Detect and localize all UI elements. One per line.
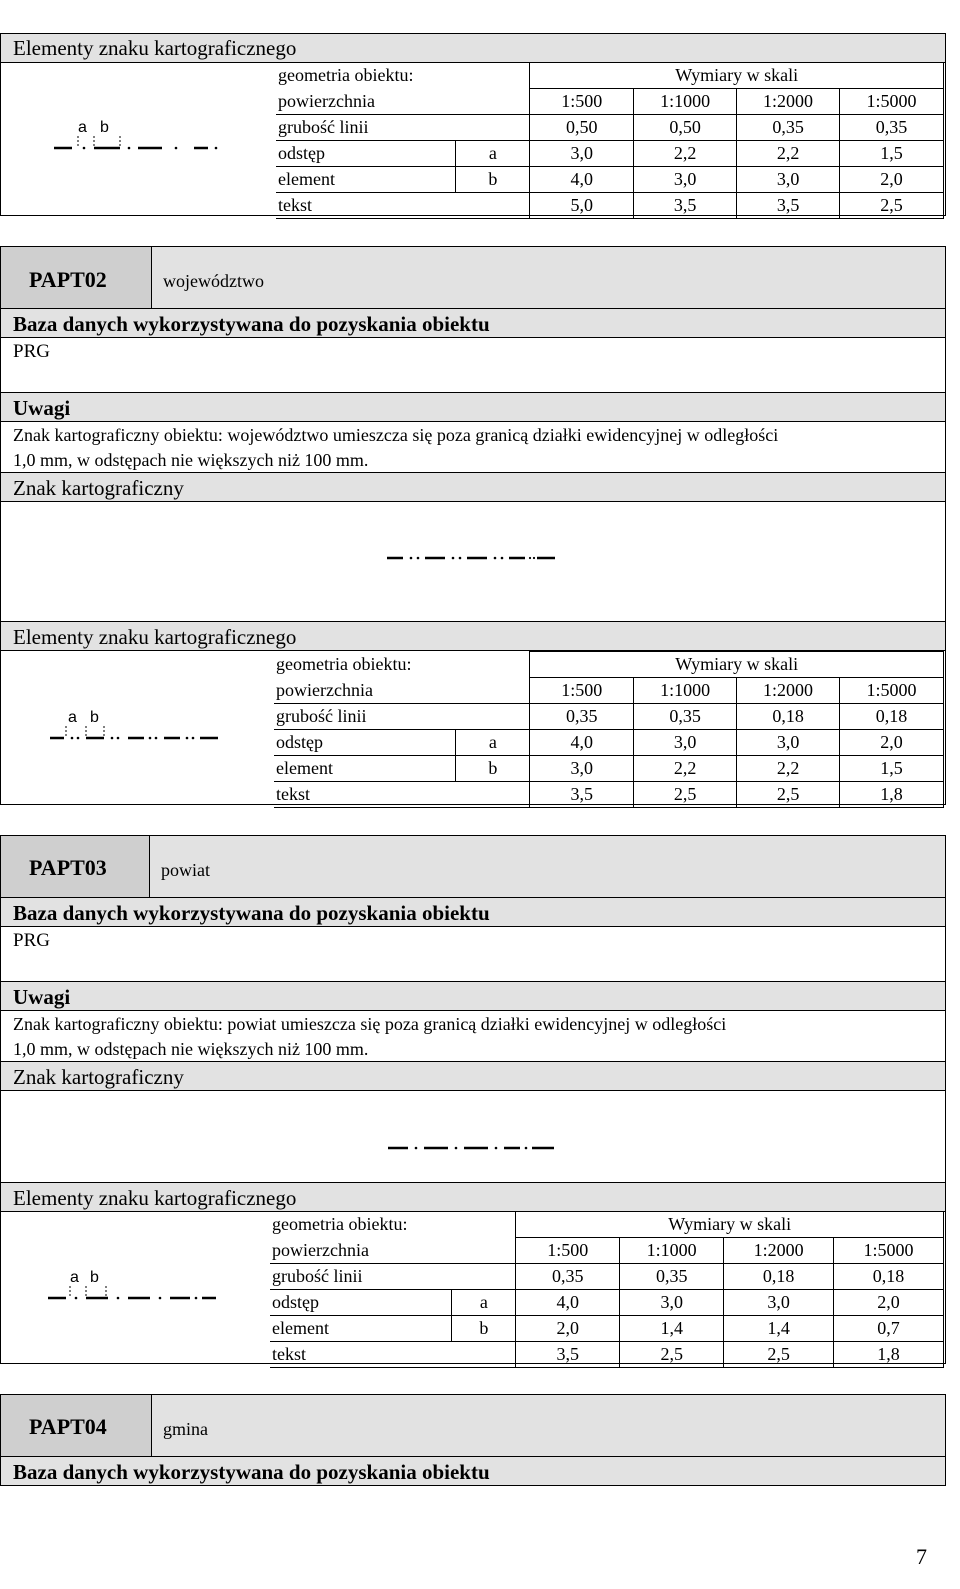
object-code: PAPT03 xyxy=(29,855,107,880)
row-label: element xyxy=(270,1316,452,1342)
row-key: b xyxy=(456,167,530,193)
scale-title: Wymiary w skali xyxy=(530,652,944,678)
db-header xyxy=(0,308,946,338)
notes-line: 1,0 mm, w odstępach nie większych niż 100 mm. xyxy=(13,1039,369,1059)
value-cell: 3,5 xyxy=(737,193,840,219)
object-name-box xyxy=(149,835,946,898)
row-label: grubość linii xyxy=(276,115,456,141)
row-key xyxy=(452,1342,516,1368)
row-label: tekst xyxy=(274,782,456,808)
notes-panel xyxy=(0,1010,946,1062)
object-name-box xyxy=(151,1394,946,1457)
object-name: gmina xyxy=(163,1419,208,1439)
object-code: PAPT02 xyxy=(29,267,107,292)
elements-header-2 xyxy=(0,1182,946,1212)
line-symbol-legend-icon xyxy=(50,114,220,156)
value-cell: 1,4 xyxy=(724,1316,834,1342)
value-cell: 3,5 xyxy=(516,1342,620,1368)
row-label: odstęp xyxy=(270,1290,452,1316)
value-cell: 3,5 xyxy=(634,193,737,219)
scale-head: 1:1000 xyxy=(634,89,737,115)
scale-head: 1:500 xyxy=(516,1238,620,1264)
scale-head: 1:2000 xyxy=(737,89,840,115)
legend-b: b xyxy=(90,709,99,726)
row-label: element xyxy=(276,167,456,193)
scale-head: 1:2000 xyxy=(737,678,840,704)
value-cell: 0,35 xyxy=(516,1264,620,1290)
scale-head: 1:5000 xyxy=(840,678,944,704)
value-cell: 0,18 xyxy=(840,704,944,730)
notes-title: Uwagi xyxy=(13,396,71,420)
boundary-sign-icon xyxy=(386,1138,558,1156)
db-panel xyxy=(0,337,946,393)
scale-head: 1:1000 xyxy=(620,1238,724,1264)
row-label: tekst xyxy=(276,193,456,219)
value-cell: 0,35 xyxy=(634,704,737,730)
value-cell: 2,5 xyxy=(724,1342,834,1368)
elements-header-0 xyxy=(0,33,946,63)
value-cell: 2,5 xyxy=(840,193,944,219)
row-label: odstęp xyxy=(276,141,456,167)
value-cell: 0,50 xyxy=(530,115,634,141)
object-code-box xyxy=(0,835,150,898)
sign-header xyxy=(0,472,946,502)
db-header xyxy=(0,897,946,927)
value-cell: 0,35 xyxy=(737,115,840,141)
notes-header xyxy=(0,981,946,1011)
value-cell: 3,0 xyxy=(530,141,634,167)
value-cell: 0,35 xyxy=(530,704,634,730)
elements-title: Elementy znaku kartograficznego xyxy=(13,1186,297,1210)
notes-line: Znak kartograficzny obiektu: województwo umieszcza się poza granicą działki ewidencyjnej w odległości xyxy=(13,425,779,445)
scale-head: 1:1000 xyxy=(634,678,737,704)
value-cell: 2,5 xyxy=(620,1342,724,1368)
db-title: Baza danych wykorzystywana do pozyskania obiektu xyxy=(13,1460,490,1484)
value-cell: 0,18 xyxy=(724,1264,834,1290)
geom-label: geometria obiektu: xyxy=(272,1214,408,1234)
row-label: tekst xyxy=(270,1342,452,1368)
notes-header xyxy=(0,392,946,422)
legend-a: a xyxy=(70,1269,79,1286)
scale-head: 1:5000 xyxy=(834,1238,944,1264)
db-value: PRG xyxy=(13,930,50,951)
value-cell: 2,2 xyxy=(634,756,737,782)
line-symbol-legend-icon xyxy=(44,1264,224,1306)
elements-title: Elementy znaku kartograficznego xyxy=(13,36,297,60)
db-panel xyxy=(0,926,946,982)
value-cell: 2,2 xyxy=(737,141,840,167)
value-cell: 2,5 xyxy=(737,782,840,808)
row-key: a xyxy=(456,141,530,167)
value-cell: 0,35 xyxy=(620,1264,724,1290)
value-cell: 2,0 xyxy=(516,1316,620,1342)
scale-head: 1:500 xyxy=(530,678,634,704)
geom-value: powierzchnia xyxy=(276,679,373,700)
sign-header xyxy=(0,1061,946,1091)
legend-a: a xyxy=(78,119,87,136)
row-key xyxy=(456,782,530,808)
value-cell: 3,0 xyxy=(737,167,840,193)
value-cell: 3,0 xyxy=(737,730,840,756)
value-cell: 2,0 xyxy=(840,167,944,193)
value-cell: 3,0 xyxy=(724,1290,834,1316)
value-cell: 2,0 xyxy=(840,730,944,756)
object-code-box xyxy=(0,246,152,309)
sign-title: Znak kartograficzny xyxy=(13,476,184,500)
row-key: a xyxy=(452,1290,516,1316)
line-symbol-legend-icon xyxy=(46,704,226,746)
value-cell: 5,0 xyxy=(530,193,634,219)
value-cell: 0,7 xyxy=(834,1316,944,1342)
notes-panel xyxy=(0,421,946,473)
value-cell: 2,2 xyxy=(634,141,737,167)
row-label: grubość linii xyxy=(270,1264,452,1290)
legend-b: b xyxy=(100,119,109,136)
legend-b: b xyxy=(90,1269,99,1286)
dimensions-table xyxy=(274,651,944,808)
geom-label: geometria obiektu: xyxy=(278,65,414,85)
boundary-sign-icon xyxy=(385,548,560,566)
geom-value: powierzchnia xyxy=(272,1239,369,1260)
value-cell: 1,4 xyxy=(620,1316,724,1342)
value-cell: 3,0 xyxy=(530,756,634,782)
db-value: PRG xyxy=(13,341,50,362)
elements-header-1 xyxy=(0,621,946,651)
dimensions-table xyxy=(270,1211,944,1368)
row-key: a xyxy=(456,730,530,756)
notes-title: Uwagi xyxy=(13,985,71,1009)
value-cell: 1,5 xyxy=(840,756,944,782)
scale-head: 1:5000 xyxy=(840,89,944,115)
scale-head: 1:2000 xyxy=(724,1238,834,1264)
row-key xyxy=(456,115,530,141)
value-cell: 4,0 xyxy=(530,167,634,193)
row-key xyxy=(456,704,530,730)
value-cell: 2,5 xyxy=(634,782,737,808)
value-cell: 3,5 xyxy=(530,782,634,808)
geom-value: powierzchnia xyxy=(278,90,375,111)
notes-line: Znak kartograficzny obiektu: powiat umieszcza się poza granicą działki ewidencyjnej w odległości xyxy=(13,1014,727,1034)
scale-head: 1:500 xyxy=(530,89,634,115)
row-key: b xyxy=(456,756,530,782)
value-cell: 1,5 xyxy=(840,141,944,167)
db-title: Baza danych wykorzystywana do pozyskania obiektu xyxy=(13,901,490,925)
object-code-box xyxy=(0,1394,152,1457)
scale-title: Wymiary w skali xyxy=(530,63,944,89)
value-cell: 4,0 xyxy=(516,1290,620,1316)
value-cell: 4,0 xyxy=(530,730,634,756)
object-name: powiat xyxy=(161,860,210,880)
value-cell: 0,18 xyxy=(834,1264,944,1290)
value-cell: 1,8 xyxy=(840,782,944,808)
scale-title: Wymiary w skali xyxy=(516,1212,944,1238)
geom-label: geometria obiektu: xyxy=(276,654,412,674)
row-key: b xyxy=(452,1316,516,1342)
db-title: Baza danych wykorzystywana do pozyskania obiektu xyxy=(13,312,490,336)
object-name: województwo xyxy=(163,271,264,291)
row-label: element xyxy=(274,756,456,782)
object-name-box xyxy=(151,246,946,309)
elements-title: Elementy znaku kartograficznego xyxy=(13,625,297,649)
object-code: PAPT04 xyxy=(29,1414,107,1439)
notes-line: 1,0 mm, w odstępach nie większych niż 100 mm. xyxy=(13,450,369,470)
sign-title: Znak kartograficzny xyxy=(13,1065,184,1089)
value-cell: 3,0 xyxy=(634,167,737,193)
value-cell: 3,0 xyxy=(620,1290,724,1316)
value-cell: 0,35 xyxy=(840,115,944,141)
value-cell: 0,18 xyxy=(737,704,840,730)
sign-panel xyxy=(0,1090,946,1183)
dimensions-table xyxy=(276,62,944,219)
page-number: 7 xyxy=(916,1544,927,1569)
legend-a: a xyxy=(68,709,77,726)
value-cell: 3,0 xyxy=(634,730,737,756)
row-label: grubość linii xyxy=(274,704,456,730)
value-cell: 2,0 xyxy=(834,1290,944,1316)
value-cell: 2,2 xyxy=(737,756,840,782)
row-label: odstęp xyxy=(274,730,456,756)
db-header xyxy=(0,1456,946,1486)
row-key xyxy=(456,193,530,219)
value-cell: 1,8 xyxy=(834,1342,944,1368)
value-cell: 0,50 xyxy=(634,115,737,141)
row-key xyxy=(452,1264,516,1290)
